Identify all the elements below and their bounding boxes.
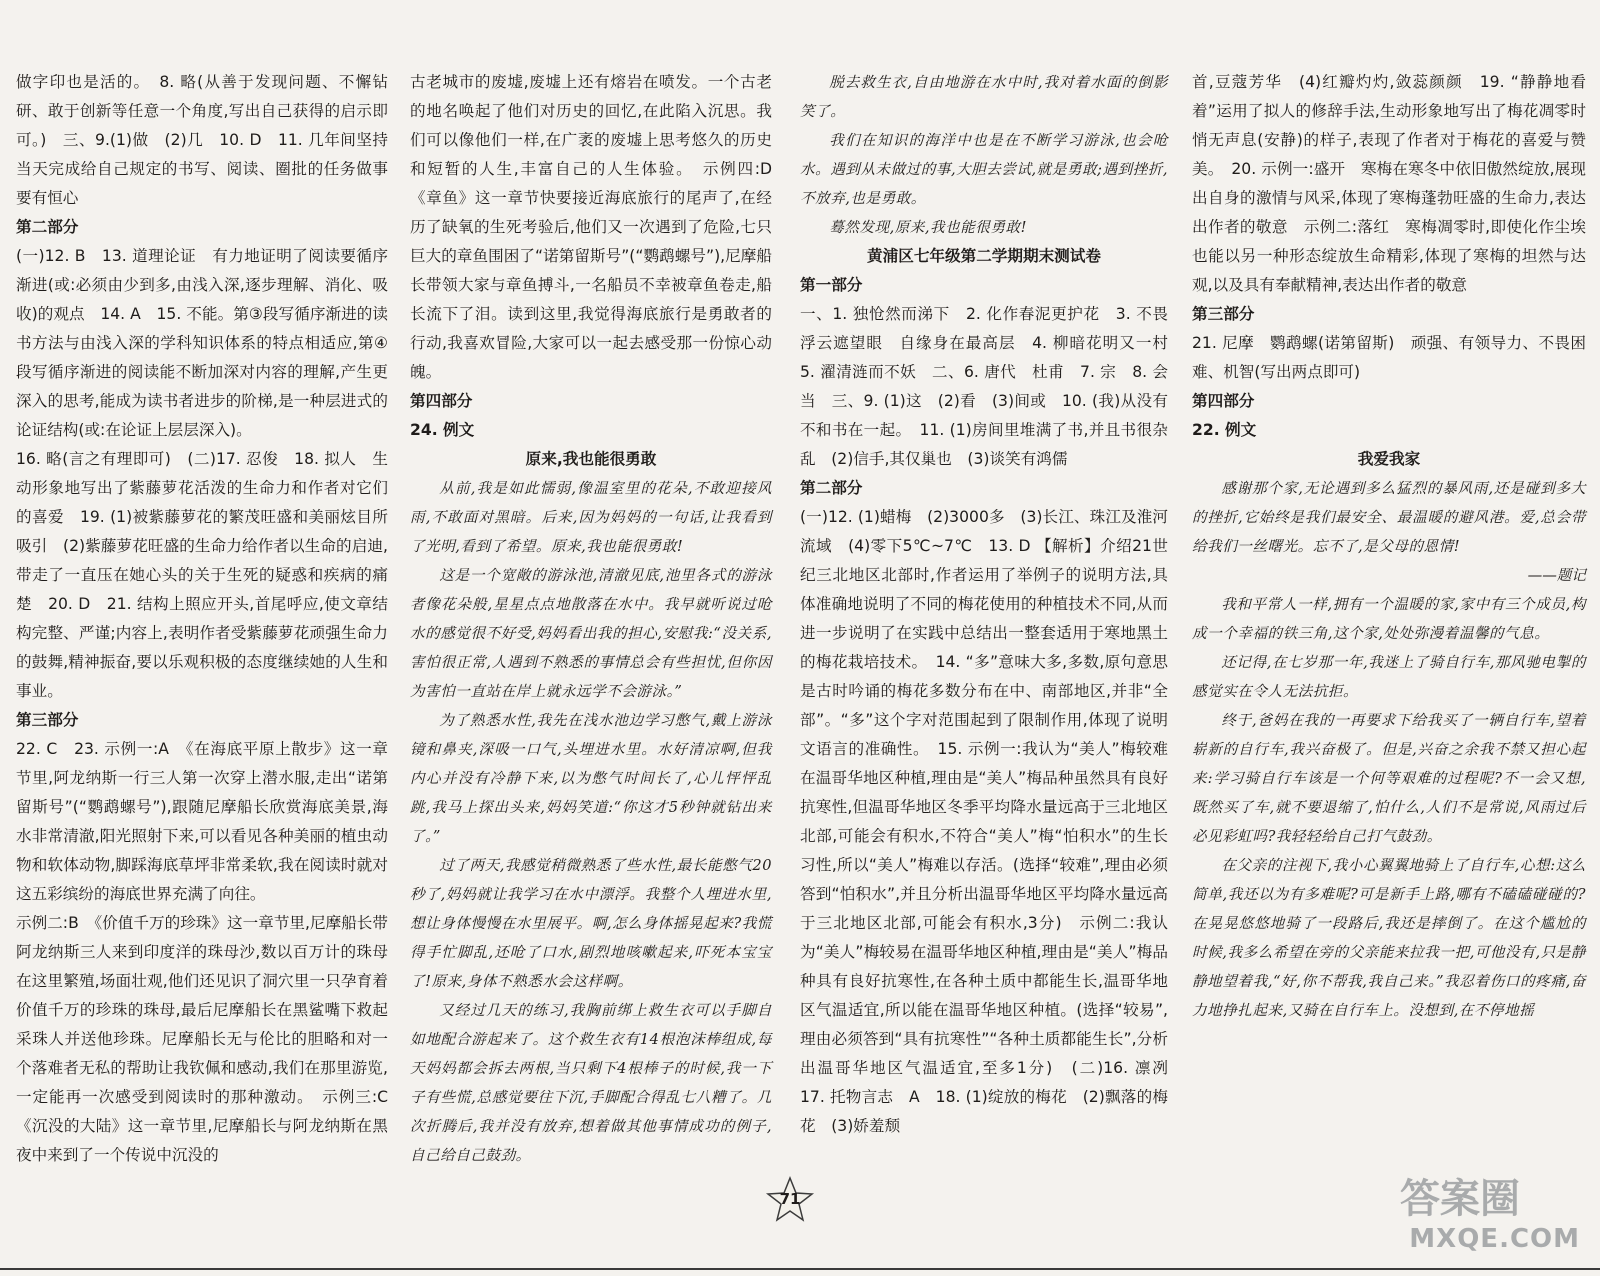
section-heading: 第二部分: [800, 479, 863, 497]
essay-paragraph: 这是一个宽敞的游泳池,清澈见底,池里各式的游泳者像花朵般,星星点点地散落在水中。我早就听说过呛水的感觉很不好受,妈妈看出我的担心,安慰我:“没关系,害怕很正常,人遇到不熟悉的事情总会有些担忧,但你因为害怕一直站在岸上就永远学不会游泳。”: [410, 567, 772, 700]
answer-paragraph: (一)12. B 13. 道理论证 有力地证明了阅读要循序渐进(或:必须由少到多,由浅入深,逐步理解、消化、吸收)的观点 14. A 15. 不能。第③段写循序渐进的读书方法与由浅入深的学科知识体系的特点相适应,第④段写循序渐进的阅读能不断加深对内容的理解,产生更深入的思考,能成为读书者进步的阶梯,是一种层进式的论证结构(或:在论证上层层深入)。: [16, 247, 388, 439]
section-heading: 第四部分: [1192, 392, 1255, 410]
answer-paragraph: 做字印也是活的。 8. 略(从善于发现问题、不懈钻研、敢于创新等任意一个角度,写出自己获得的启示即可。) 三、9.(1)做 (2)几 10. D 11. 几年间坚持当天完成给自己规定的书写、阅读、圈批的任务做事要有恒心: [16, 73, 388, 207]
essay-paragraph: 感谢那个家,无论遇到多么猛烈的暴风雨,还是碰到多大的挫折,它始终是我们最安全、最温暖的避风港。爱,总会带给我们一丝曙光。忘不了,是父母的恩情!: [1192, 480, 1586, 555]
watermark-logo: [1390, 1172, 1590, 1262]
section-heading: 第二部分: [16, 218, 79, 236]
section-heading: 第三部分: [16, 711, 79, 729]
essay-paragraph: 在父亲的注视下,我小心翼翼地骑上了自行车,心想:这么简单,我还以为有多难呢?可是新手上路,哪有不磕磕碰碰的?在晃晃悠悠地骑了一段路后,我还是摔倒了。在这个尴尬的时候,我多么希望在旁的父亲能来拉我一把,可他没有,只是静静地望着我,“好,你不帮我,我自己来。”我忍着伤口的疼痛,奋力地挣扎起来,又骑在自行车上。没想到,在不停地摇: [1192, 857, 1586, 1019]
answer-paragraph: 示例二:B 《价值千万的珍珠》这一章节里,尼摩船长带阿龙纳斯三人来到印度洋的珠母沙,数以百万计的珠母在这里繁殖,场面壮观,他们还见识了洞穴里一只孕育着价值千万的珍珠的珠母,最后尼摩船长在黑鲨嘴下救起采珠人并送他珍珠。尼摩船长无与伦比的胆略和对一个落难者无私的帮助让我钦佩和感动,我们在那里游览,一定能再一次感受到阅读时的那种激动。 示例三:C 《沉没的大陆》这一章节里,尼摩船长与阿龙纳斯在黑夜中来到了一个传说中沉没的: [16, 914, 404, 1164]
answer-column-4: [1192, 68, 1586, 1176]
section-heading: 第四部分: [410, 392, 473, 410]
page-number-badge: [766, 1176, 814, 1224]
essay-paragraph: 我们在知识的海洋中也是在不断学习游泳,也会呛水。遇到从未做过的事,大胆去尝试,就是勇敢;遇到挫折,不放弃,也是勇敢。: [800, 132, 1168, 207]
essay-paragraph: 蓦然发现,原来,我也能很勇敢!: [829, 219, 1027, 236]
essay-paragraph: 我和平常人一样,拥有一个温暖的家,家中有三个成员,构成一个幸福的铁三角,这个家,处处弥漫着温馨的气息。: [1192, 596, 1586, 642]
answer-paragraph: (一)12. (1)蜡梅 (2)3000多 (3)长江、珠江及淮河流域 (4)零下5℃~7℃ 13. D 【解析】介绍21世纪三北地区北部时,作者运用了举例子的说明方法,具体准确地说明了不同的梅花使用的种植技术不同,从而进一步说明了在实践中总结出一整套适用于寒地黑土的梅花栽培技术。 14. “多”意味大多,多数,原句意思是古时吟诵的梅花多数分布在中、南部地区,并非“全部”。“多”这个字对范围起到了限制作用,体现了说明文语言的准确性。 15. 示例一:我认为“美人”梅较难在温哥华地区种植,理由是“美人”梅品种虽然具有良好抗寒性,但温哥华地区冬季平均降水量远高于三北地区北部,可能会有积水,不符合“美人”梅“怕积水”的生长习性,所以“美人”梅难以存活。(选择“较难”,理由必须答到“怕积水”,并且分析出温哥华地区平均降水量远高于三北地区北部,可能会有积水,3分) 示例二:我认为“美人”梅较易在温哥华地区种植,理由是“美人”梅品种具有良好抗寒性,在各种土质中都能生长,温哥华地区气温适宜,所以能在温哥华地区种植。(选择“较易”,理由必须答到“具有抗寒性”“各种土质都能生长”,分析出温哥华地区气温适宜,至多1分) (二)16. 凛冽 17. 托物言志 A 18. (1)绽放的梅花 (2)飘落的梅花 (3)娇羞颓: [800, 508, 1184, 1135]
essay-paragraph: 又经过几天的练习,我胸前绑上救生衣可以手脚自如地配合游起来了。这个救生衣有14根泡沫棒组成,每天妈妈都会拆去两根,当只剩下4根棒子的时候,我一下子有些慌,总感觉要往下沉,手脚配合得乱七八糟了。几次折腾后,我并没有放弃,想着做其他事情成功的例子,自己给自己鼓劲。: [410, 1002, 772, 1164]
page-number: 71: [779, 1190, 801, 1208]
epigraph-signature: ——题记: [1527, 567, 1586, 584]
watermark-cn: 答案圈: [1400, 1176, 1520, 1222]
essay-paragraph: 过了两天,我感觉稍微熟悉了些水性,最长能憋气20秒了,妈妈就让我学习在水中漂浮。我整个人埋进水里,想让身体慢慢在水里展平。啊,怎么身体摇晃起来?我慌得手忙脚乱,还呛了口水,剧烈地咳嗽起来,吓死本宝宝了!原来,身体不熟悉水会这样啊。: [410, 857, 772, 990]
answer-paragraph: 22. C 23. 示例一:A 《在海底平原上散步》这一章节里,阿龙纳斯一行三人第一次穿上潜水服,走出“诺第留斯号”(“鹦鹉螺号”),跟随尼摩船长欣赏海底美景,海水非常清澈,阳光照射下来,可以看见各种美丽的植虫动物和软体动物,脚踩海底草坪非常柔软,我在阅读时就对这五彩缤纷的海底世界充满了向往。: [16, 740, 388, 903]
essay-title: 我爱我家: [1357, 450, 1421, 468]
answer-paragraph: 一、1. 独怆然而涕下 2. 化作春泥更护花 3. 不畏浮云遮望眼 自缘身在最高层 4. 柳暗花明又一村 5. 濯清涟而不妖 二、6. 唐代 杜甫 7. 宗 8. 会当 三、9. (1)这 (2)看 (3)间或 10. (我)从没有不和书在一起。 11. (1)房间里堆满了书,并且书很杂乱 (2)信手,其仅巢也 (3)谈笑有鸿儒: [800, 305, 1184, 468]
section-heading: 22. 例文: [1192, 421, 1257, 439]
answer-paragraph: 首,豆蔻芳华 (4)红瓣灼灼,敛蕊颜颜 19. “静静地看着”运用了拟人的修辞手法,生动形象地写出了梅花凋零时悄无声息(安静)的样子,表现了作者对于梅花的喜爱与赞美。 20. 示例一:盛开 寒梅在寒冬中依旧傲然绽放,展现出自身的激情与风采,体现了寒梅蓬勃旺盛的生命力,表达出作者的敬意 示例二:落红 寒梅凋零时,即使化作尘埃也能以另一种形态绽放生命精彩,体现了寒梅的坦然与达观,以及具有奉献精神,表达出作者的敬意: [1192, 73, 1586, 294]
section-heading: 第一部分: [800, 276, 863, 294]
essay-paragraph: 脱去救生衣,自由地游在水中时,我对着水面的倒影笑了。: [800, 74, 1168, 120]
answer-column-1: [16, 68, 404, 1176]
answer-paragraph: 古老城市的废墟,废墟上还有熔岩在喷发。一个古老的地名唤起了他们对历史的回忆,在此陷入沉思。我们可以像他们一样,在广袤的废墟上思考悠久的历史和短暂的人生,丰富自己的人生体验。 示例四:D 《章鱼》这一章节快要接近海底旅行的尾声了,在经历了缺氧的生死考验后,他们又一次遇到了危险,七只巨大的章鱼围困了“诺第留斯号”(“鹦鹉螺号”),尼摩船长带领大家与章鱼搏斗,一名船员不幸被章鱼卷走,船长流下了泪。读到这里,我觉得海底旅行是勇敢者的行动,我喜欢冒险,大家可以一起去感受那一份惊心动魄。: [410, 73, 788, 381]
answer-column-2: [410, 68, 788, 1176]
bottom-rule: [0, 1268, 1600, 1270]
answer-paragraph: 16. 略(言之有理即可) (二)17. 忍俊 18. 拟人 生动形象地写出了紫藤萝花活泼的生命力和作者对它们的喜爱 19. (1)被紫藤萝花的繁茂旺盛和美丽炫目所吸引 (2)紫藤萝花旺盛的生命力给作者以生命的启迪,带走了一直压在她心头的关于生死的疑惑和疾病的痛楚 20. D 21. 结构上照应开头,首尾呼应,使文章结构完整、严谨;内容上,表明作者受紫藤萝花顽强生命力的鼓舞,精神振奋,要以乐观积极的态度继续她的人生和事业。: [16, 450, 388, 700]
essay-title: 原来,我也能很勇敢: [525, 450, 657, 468]
answer-paragraph: 21. 尼摩 鹦鹉螺(诺第留斯) 顽强、有领导力、不畏困难、机智(写出两点即可): [1192, 334, 1586, 381]
answer-column-3: [800, 68, 1184, 1176]
watermark-en: MXQE.COM: [1409, 1224, 1580, 1254]
essay-paragraph: 从前,我是如此懦弱,像温室里的花朵,不敢迎接风雨,不敢面对黑暗。后来,因为妈妈的一句话,让我看到了光明,看到了希望。原来,我也能很勇敢!: [410, 480, 772, 555]
section-heading: 第三部分: [1192, 305, 1255, 323]
exam-title: 黄浦区七年级第二学期期末测试卷: [867, 247, 1101, 265]
essay-paragraph: 为了熟悉水性,我先在浅水池边学习憋气,戴上游泳镜和鼻夹,深吸一口气,头埋进水里。水好清凉啊,但我内心并没有冷静下来,以为憋气时间长了,心儿怦怦乱跳,我马上探出头来,妈妈笑道:“你这才5秒钟就钻出来了。”: [410, 712, 772, 845]
section-heading: 24. 例文: [410, 421, 475, 439]
essay-paragraph: 还记得,在七岁那一年,我迷上了骑自行车,那风驰电掣的感觉实在令人无法抗拒。: [1192, 654, 1586, 700]
essay-paragraph: 终于,爸妈在我的一再要求下给我买了一辆自行车,望着崭新的自行车,我兴奋极了。但是,兴奋之余我不禁又担心起来:学习骑自行车该是一个何等艰难的过程呢?不一会又想,既然买了车,就不要退缩了,怕什么,人们不是常说,风雨过后必见彩虹吗?我轻轻给自己打气鼓劲。: [1192, 712, 1586, 845]
